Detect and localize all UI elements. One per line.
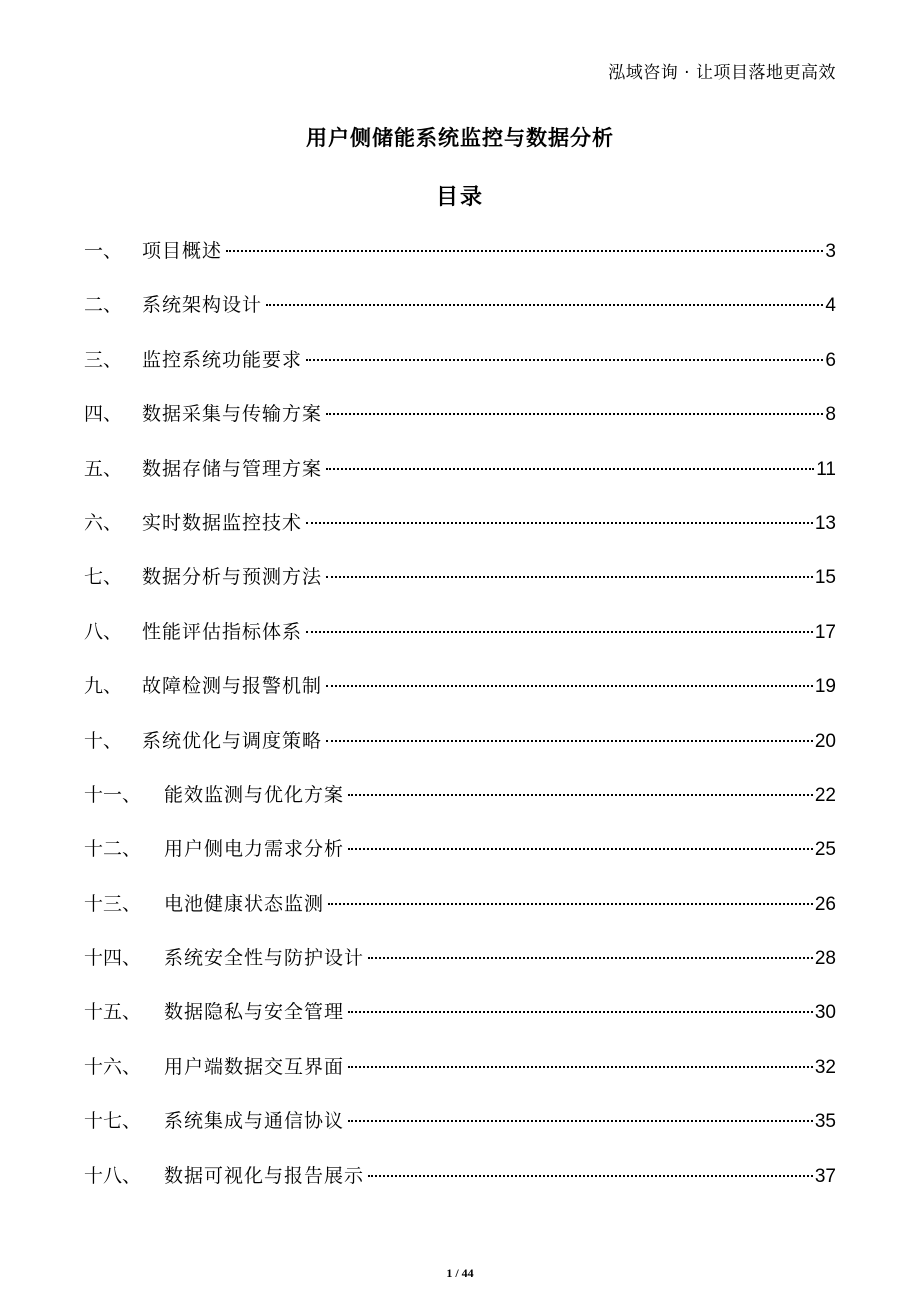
toc-entry-title: 数据可视化与报告展示 bbox=[164, 1164, 365, 1187]
toc-entry-title: 数据分析与预测方法 bbox=[142, 566, 323, 589]
toc-entry-title: 电池健康状态监测 bbox=[164, 892, 325, 915]
toc-entry-page: 35 bbox=[814, 1111, 836, 1133]
toc-entry-number: 四、 bbox=[84, 403, 123, 426]
toc-entry[interactable] bbox=[84, 1048, 836, 1102]
toc-dot-leader bbox=[266, 304, 823, 306]
toc-dot-leader bbox=[348, 794, 813, 796]
toc-entry-title: 用户端数据交互界面 bbox=[164, 1055, 345, 1078]
toc-entry[interactable] bbox=[84, 232, 836, 286]
toc-entry[interactable] bbox=[84, 667, 836, 721]
toc-entry-page: 15 bbox=[814, 567, 836, 589]
toc-entry-page: 3 bbox=[825, 241, 836, 262]
toc-dot-leader bbox=[306, 359, 823, 361]
toc-entry-number: 八、 bbox=[84, 620, 123, 643]
toc-entry[interactable] bbox=[84, 1157, 836, 1211]
header-brand: 泓域咨询 · 让项目落地更高效 bbox=[608, 63, 836, 83]
toc-entry-number: 七、 bbox=[84, 566, 123, 589]
toc-entry-title: 数据采集与传输方案 bbox=[142, 403, 323, 426]
toc-entry-title: 系统架构设计 bbox=[142, 294, 263, 317]
toc-dot-leader bbox=[306, 631, 813, 633]
toc-entry-number: 十三、 bbox=[84, 892, 142, 915]
toc-entry-page: 25 bbox=[814, 839, 836, 861]
toc-entry-title: 用户侧电力需求分析 bbox=[164, 838, 345, 861]
toc-entry-number: 三、 bbox=[84, 348, 123, 371]
toc-entry-number: 十七、 bbox=[84, 1110, 142, 1133]
toc-dot-leader bbox=[368, 1175, 813, 1177]
document-title: 用户侧储能系统监控与数据分析 bbox=[306, 126, 614, 150]
toc-entry-title: 项目概述 bbox=[142, 240, 223, 262]
toc-entry-number: 十、 bbox=[84, 729, 123, 752]
toc-entry[interactable] bbox=[84, 450, 836, 504]
toc-entry-number: 十四、 bbox=[84, 947, 142, 970]
toc-entry-page: 28 bbox=[814, 948, 836, 970]
toc-entry-page: 37 bbox=[814, 1165, 836, 1187]
toc-dot-leader bbox=[326, 740, 813, 742]
toc-entry[interactable] bbox=[84, 993, 836, 1047]
toc-entry-number: 十六、 bbox=[84, 1055, 142, 1078]
toc-heading: 目录 bbox=[435, 185, 484, 210]
toc-entry-page: 19 bbox=[814, 676, 836, 698]
toc-dot-leader bbox=[326, 685, 813, 687]
toc-entry-number: 九、 bbox=[84, 675, 123, 698]
toc-entry-title: 系统集成与通信协议 bbox=[164, 1110, 345, 1133]
toc-entry-page: 20 bbox=[814, 730, 836, 752]
toc-entry-number: 十五、 bbox=[84, 1001, 142, 1024]
toc-entry-number: 六、 bbox=[84, 511, 123, 534]
toc-entry-title: 能效监测与优化方案 bbox=[164, 783, 345, 806]
toc-entry[interactable] bbox=[84, 613, 836, 667]
toc-dot-leader bbox=[348, 1066, 813, 1068]
toc-entry[interactable] bbox=[84, 286, 836, 340]
toc-entry-page: 13 bbox=[814, 512, 836, 534]
toc-entry-page: 11 bbox=[816, 458, 836, 480]
toc-dot-leader bbox=[348, 1011, 813, 1013]
toc-entry-number: 一、 bbox=[84, 240, 123, 262]
toc-entry[interactable] bbox=[84, 1102, 836, 1156]
toc-entry-page: 30 bbox=[814, 1002, 836, 1024]
toc-entry[interactable] bbox=[84, 939, 836, 993]
toc-entry-title: 故障检测与报警机制 bbox=[142, 675, 323, 698]
toc-entry-title: 系统优化与调度策略 bbox=[142, 729, 323, 752]
toc-dot-leader bbox=[368, 957, 813, 959]
toc-entry-number: 十二、 bbox=[84, 838, 142, 861]
toc-dot-leader bbox=[226, 250, 823, 252]
toc-entry-title: 数据存储与管理方案 bbox=[142, 457, 323, 480]
toc-entry[interactable] bbox=[84, 830, 836, 884]
toc-entry-number: 十一、 bbox=[84, 783, 142, 806]
toc-entry[interactable] bbox=[84, 341, 836, 395]
toc-entry-page: 22 bbox=[814, 784, 836, 806]
toc-dot-leader bbox=[326, 576, 813, 578]
toc-entry-page: 32 bbox=[814, 1056, 836, 1078]
toc-entry[interactable] bbox=[84, 504, 836, 558]
toc-entry-number: 五、 bbox=[84, 457, 123, 480]
toc-entry[interactable] bbox=[84, 722, 836, 776]
toc-dot-leader bbox=[348, 848, 813, 850]
toc-entry-title: 性能评估指标体系 bbox=[142, 620, 303, 643]
toc-entry-title: 系统安全性与防护设计 bbox=[164, 947, 365, 970]
toc-dot-leader bbox=[306, 522, 813, 524]
toc-entry-title: 监控系统功能要求 bbox=[142, 348, 303, 371]
toc-entry-title: 数据隐私与安全管理 bbox=[164, 1001, 345, 1024]
toc-dot-leader bbox=[328, 903, 813, 905]
toc-entry[interactable] bbox=[84, 558, 836, 612]
toc-entry-title: 实时数据监控技术 bbox=[142, 511, 303, 534]
toc-entry-page: 8 bbox=[825, 404, 836, 426]
toc-entry-page: 6 bbox=[825, 349, 836, 371]
toc-entry[interactable] bbox=[84, 395, 836, 449]
toc-entry-page: 26 bbox=[814, 893, 836, 915]
toc-entry-number: 二、 bbox=[84, 294, 123, 317]
toc-entry-number: 十八、 bbox=[84, 1164, 142, 1187]
page-number-footer: 1 / 44 bbox=[446, 1266, 474, 1280]
toc-entry-page: 17 bbox=[814, 621, 836, 643]
toc-entry[interactable] bbox=[84, 776, 836, 830]
toc-dot-leader bbox=[348, 1120, 813, 1122]
toc-dot-leader bbox=[326, 468, 814, 470]
toc-entry-page: 4 bbox=[825, 295, 836, 317]
table-of-contents bbox=[84, 232, 836, 1211]
toc-dot-leader bbox=[326, 413, 823, 415]
toc-entry[interactable] bbox=[84, 885, 836, 939]
